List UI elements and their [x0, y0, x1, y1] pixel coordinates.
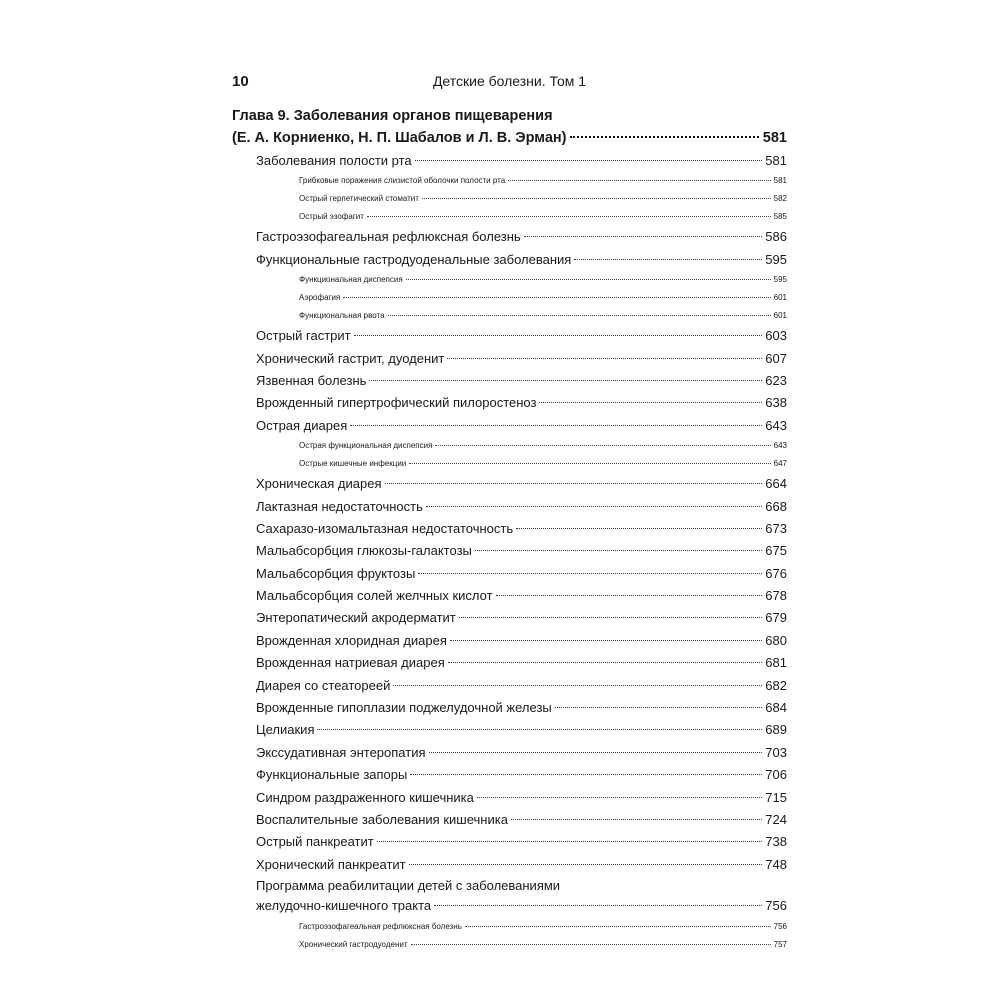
- toc-entry-page: 756: [765, 898, 787, 914]
- toc-entry-page: 682: [765, 677, 787, 693]
- toc-entry-title: Острые кишечные инфекции: [299, 459, 407, 469]
- toc-entry-title: Врожденная натриевая диарея: [256, 655, 445, 671]
- dot-leader: [434, 905, 762, 906]
- toc-entry-page: 581: [773, 176, 787, 186]
- toc-entry-page: 585: [773, 212, 787, 222]
- toc-entry[interactable]: [256, 675, 787, 697]
- toc-entry-page: 586: [765, 229, 787, 245]
- chapter-authors-row: [232, 127, 787, 149]
- toc-entry[interactable]: [256, 630, 787, 652]
- toc-entry[interactable]: [256, 831, 787, 853]
- toc-entry-page: 673: [765, 520, 787, 536]
- running-head: [232, 73, 787, 95]
- toc-subentry[interactable]: [256, 208, 787, 226]
- toc-entry[interactable]: [256, 719, 787, 741]
- dot-leader: [448, 662, 763, 663]
- dot-leader: [354, 335, 763, 336]
- chapter-title: Глава 9. Заболевания органов пищеварения: [232, 108, 553, 124]
- toc-entry[interactable]: [256, 854, 787, 876]
- toc-entry-page: 681: [765, 655, 787, 671]
- toc-entry-page: 581: [765, 153, 787, 168]
- dot-leader: [317, 729, 762, 730]
- toc-entry[interactable]: [256, 742, 787, 764]
- toc-entry[interactable]: [256, 473, 787, 495]
- dot-leader: [388, 315, 771, 316]
- toc-subentry[interactable]: [256, 437, 787, 455]
- toc-entry-page: 738: [765, 834, 787, 850]
- toc-entry-page: 678: [765, 588, 787, 604]
- toc-entry-page: 748: [765, 856, 787, 872]
- toc-entry-title: Заболевания полости рта: [256, 153, 412, 168]
- toc-entry-title: Функциональная диспепсия: [299, 275, 403, 285]
- toc-entry-title: Хронический панкреатит: [256, 856, 406, 872]
- toc-entry-page: 582: [773, 194, 787, 204]
- dot-leader: [508, 180, 770, 181]
- toc-entry-title: Аэрофагия: [299, 293, 341, 303]
- toc-entry[interactable]: [256, 809, 787, 831]
- toc-entry-title: Энтеропатический акродерматит: [256, 610, 456, 626]
- toc-entry[interactable]: [256, 325, 787, 347]
- toc-entry-page: 703: [765, 744, 787, 760]
- toc-entry-title: Врожденная хлоридная диарея: [256, 632, 447, 648]
- toc-entry-title: Хронический гастрит, дуоденит: [256, 350, 445, 366]
- toc-entry-title: Острый гастрит: [256, 328, 351, 344]
- toc-entry-title: Воспалительные заболевания кишечника: [256, 811, 508, 827]
- toc-entry[interactable]: [256, 540, 787, 562]
- running-title: Детские болезни. Том 1: [432, 73, 587, 89]
- dot-leader: [411, 944, 771, 945]
- toc-entry[interactable]: [256, 496, 787, 518]
- toc-subentry[interactable]: [256, 307, 787, 325]
- dot-leader: [409, 463, 770, 464]
- dot-leader: [409, 864, 763, 865]
- dot-leader: [524, 236, 763, 237]
- toc-entry[interactable]: [256, 764, 787, 786]
- dot-leader: [516, 528, 762, 529]
- toc-entry-title: Функциональная рвота: [299, 311, 385, 321]
- toc-entry-title: Язвенная болезнь: [256, 372, 367, 388]
- dot-leader: [496, 595, 763, 596]
- dot-leader: [410, 774, 762, 775]
- toc-entry-title: Мальабсорбция глюкозы-галактозы: [256, 543, 472, 559]
- dot-leader: [367, 216, 771, 217]
- toc-entry-page: 643: [765, 417, 787, 433]
- toc-entry-page: 638: [765, 395, 787, 411]
- dot-leader: [350, 425, 762, 426]
- toc-entry[interactable]: [256, 150, 787, 172]
- toc-entry-title: Острый панкреатит: [256, 834, 374, 850]
- toc-entry-page: 724: [765, 811, 787, 827]
- dot-leader: [422, 198, 771, 199]
- toc-entry[interactable]: [256, 370, 787, 392]
- toc-entry-page: 595: [765, 251, 787, 267]
- toc-entry-page: 756: [773, 921, 787, 931]
- dot-leader: [415, 160, 763, 161]
- toc-entry-title: Острая функциональная диспепсия: [299, 441, 433, 451]
- toc-entry-title-line: Программа реабилитации детей с заболеваниями: [256, 878, 561, 894]
- toc-entry[interactable]: [256, 787, 787, 809]
- toc-entry-page: 607: [765, 350, 787, 366]
- toc-entry-page: 643: [773, 441, 787, 451]
- dot-leader: [555, 707, 763, 708]
- toc-entry-title: Диарея со стеатореей: [256, 677, 391, 693]
- toc-entry-page: 679: [765, 610, 787, 626]
- toc-entry[interactable]: [256, 607, 787, 629]
- dot-leader: [539, 402, 762, 403]
- toc-entry[interactable]: [256, 652, 787, 674]
- toc-entry-page: 675: [765, 543, 787, 559]
- toc-entry-page: 601: [773, 293, 787, 303]
- dot-leader: [459, 617, 763, 618]
- dot-leader: [426, 506, 762, 507]
- toc-entry-page: 757: [773, 939, 787, 949]
- dot-leader: [377, 841, 763, 842]
- toc-entry-title: Синдром раздраженного кишечника: [256, 789, 474, 805]
- toc-entry-title: Хронический гастродуоденит: [299, 939, 408, 949]
- toc-entry-title: Функциональные гастродуоденальные заболевания: [256, 251, 572, 267]
- dot-leader: [418, 573, 762, 574]
- dot-leader: [369, 380, 762, 381]
- toc-entry[interactable]: [256, 415, 787, 437]
- toc-entry-page: 647: [773, 459, 787, 469]
- toc-entry-title: Острая диарея: [256, 417, 348, 433]
- dot-leader: [475, 550, 762, 551]
- toc-subentry[interactable]: [256, 918, 787, 936]
- toc-entry[interactable]: [256, 392, 787, 414]
- toc-entry-title: Гастроэзофагеальная рефлюксная болезнь: [299, 921, 462, 931]
- toc-subentry[interactable]: [256, 190, 787, 208]
- toc-entry-page: 680: [765, 632, 787, 648]
- toc-subentry[interactable]: [256, 289, 787, 307]
- dot-leader: [477, 797, 762, 798]
- dot-leader: [570, 136, 758, 138]
- chapter-page: 581: [762, 130, 787, 146]
- dot-leader: [429, 752, 763, 753]
- toc-entry-page: 706: [765, 767, 787, 783]
- toc-entry-title: Целиакия: [256, 722, 315, 738]
- dot-leader: [465, 926, 771, 927]
- toc-entry-title: Функциональные запоры: [256, 767, 408, 783]
- toc-entry-page: 664: [765, 476, 787, 492]
- toc-entry[interactable]: [256, 697, 787, 719]
- dot-leader: [343, 297, 770, 298]
- dot-leader: [385, 483, 763, 484]
- toc-entry-title: Мальабсорбция солей желчных кислот: [256, 588, 493, 604]
- toc-entry[interactable]: [256, 249, 787, 271]
- dot-leader: [435, 445, 770, 446]
- chapter-authors: (Е. А. Корниенко, Н. П. Шабалов и Л. В. Эрман): [232, 130, 567, 146]
- toc-entry-title: Грибковые поражения слизистой оболочки полости рта: [299, 176, 506, 186]
- toc-entry[interactable]: [256, 226, 787, 248]
- toc-entry-title: Врожденные гипоплазии поджелудочной железы: [256, 700, 552, 716]
- table-of-contents: [256, 150, 787, 954]
- toc-entry-page: 689: [765, 722, 787, 738]
- dot-leader: [406, 279, 771, 280]
- toc-entry-page: 623: [765, 372, 787, 388]
- toc-entry-page: 676: [765, 565, 787, 581]
- toc-entry-page: 684: [765, 700, 787, 716]
- dot-leader: [574, 259, 762, 260]
- toc-entry[interactable]: [256, 518, 787, 540]
- toc-entry-title: Мальабсорбция фруктозы: [256, 565, 416, 581]
- toc-entry[interactable]: [256, 895, 787, 917]
- toc-entry[interactable]: [256, 563, 787, 585]
- toc-entry-title: Сахаразо-изомальтазная недостаточность: [256, 520, 514, 536]
- toc-entry-title: Хроническая диарея: [256, 476, 382, 492]
- toc-entry[interactable]: [256, 585, 787, 607]
- toc-entry-title: Экссудативная энтеропатия: [256, 744, 426, 760]
- toc-entry-page: 668: [765, 498, 787, 514]
- toc-entry-page: 595: [773, 275, 787, 285]
- toc-entry-page: 601: [773, 311, 787, 321]
- page-number: 10: [232, 73, 249, 90]
- toc-subentry[interactable]: [256, 172, 787, 190]
- dot-leader: [393, 685, 762, 686]
- dot-leader: [450, 640, 762, 641]
- chapter-heading: [232, 105, 787, 149]
- toc-entry-title: Гастроэзофагеальная рефлюксная болезнь: [256, 229, 521, 245]
- toc-entry-title: Острый эзофагит: [299, 212, 364, 222]
- toc-entry-title: желудочно-кишечного тракта: [256, 898, 432, 914]
- dot-leader: [511, 819, 762, 820]
- toc-entry-page: 603: [765, 328, 787, 344]
- toc-entry-title: Врожденный гипертрофический пилоростеноз: [256, 395, 537, 411]
- toc-subentry[interactable]: [256, 936, 787, 954]
- toc-entry[interactable]: [256, 348, 787, 370]
- toc-entry-title: Острый герпетический стоматит: [299, 194, 419, 204]
- toc-subentry[interactable]: [256, 455, 787, 473]
- dot-leader: [447, 358, 762, 359]
- toc-entry-title: Лактазная недостаточность: [256, 498, 423, 514]
- toc-entry-page: 715: [765, 789, 787, 805]
- toc-subentry[interactable]: [256, 271, 787, 289]
